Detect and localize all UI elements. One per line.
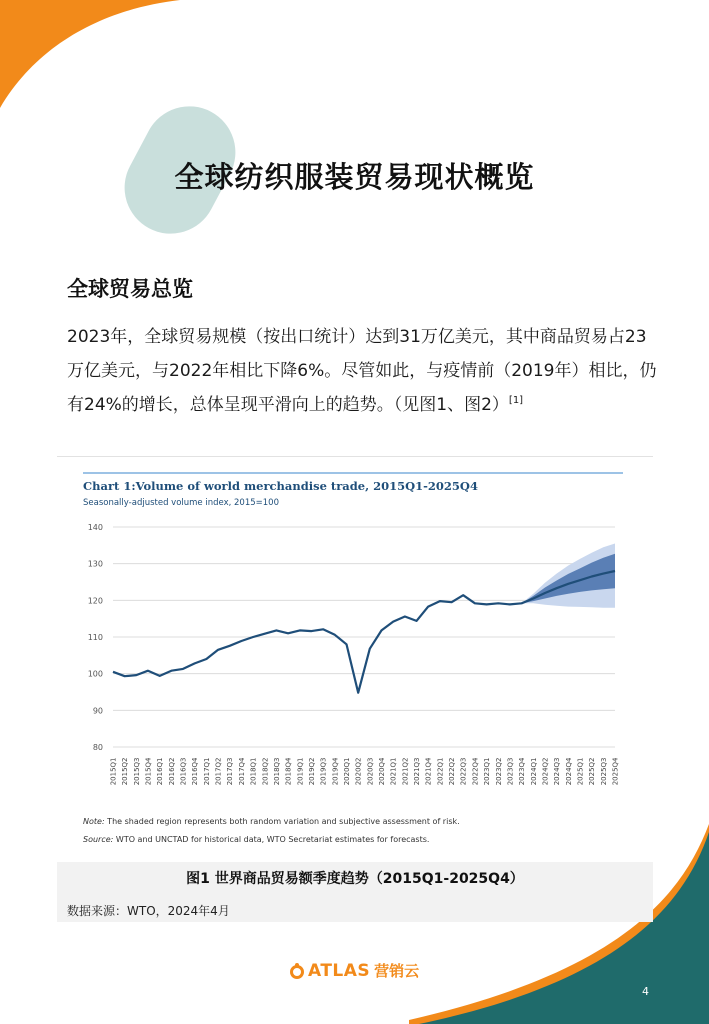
page-number: 4 xyxy=(642,985,649,998)
x-tick-label: 2023Q3 xyxy=(506,757,515,786)
x-tick-label: 2025Q3 xyxy=(599,757,608,786)
x-tick-label: 2019Q2 xyxy=(307,757,316,786)
x-tick-label: 2015Q3 xyxy=(132,757,141,786)
x-tick-label: 2021Q2 xyxy=(401,757,410,786)
x-tick-label: 2017Q4 xyxy=(237,757,246,786)
x-tick-label: 2025Q4 xyxy=(611,757,620,786)
x-tick-label: 2015Q1 xyxy=(109,757,118,786)
data-source: 数据来源：WTO，2024年4月 xyxy=(67,904,230,918)
x-tick-label: 2023Q1 xyxy=(483,757,492,786)
paragraph-text: 2023年，全球贸易规模（按出口统计）达到31万亿美元，其中商品贸易占23万亿美元，与2022年相比下降6%。尽管如此，与疫情前（2019年）相比，仍有24%的增长，总体呈现平滑向上的趋势。（见图1、图2） xyxy=(67,327,657,415)
atlas-logo xyxy=(290,960,419,981)
x-tick-label: 2024Q2 xyxy=(541,757,550,786)
x-tick-label: 2020Q4 xyxy=(378,757,387,786)
x-tick-label: 2019Q4 xyxy=(331,757,340,786)
x-tick-label: 2024Q4 xyxy=(564,757,573,786)
x-tick-label: 2018Q3 xyxy=(272,757,281,786)
x-tick-label: 2021Q3 xyxy=(413,757,422,786)
x-tick-label: 2020Q3 xyxy=(366,757,375,786)
x-tick-label: 2015Q4 xyxy=(144,757,153,786)
x-tick-label: 2025Q2 xyxy=(588,757,597,786)
x-tick-label: 2023Q4 xyxy=(518,757,527,786)
chart-title: Chart 1:Volume of world merchandise trade, 2015Q1-2025Q4 xyxy=(83,479,478,493)
chart-figure xyxy=(57,456,653,857)
x-tick-label: 2017Q2 xyxy=(214,757,223,786)
x-tick-label: 2020Q2 xyxy=(354,757,363,786)
section-title: 全球贸易总览 xyxy=(67,277,193,301)
x-tick-label: 2022Q4 xyxy=(471,757,480,786)
x-tick-label: 2019Q1 xyxy=(296,757,305,786)
page-title: 全球纺织服装贸易现状概览 xyxy=(174,160,535,194)
x-tick-label: 2021Q1 xyxy=(389,757,398,786)
x-tick-label: 2022Q3 xyxy=(459,757,468,786)
x-tick-label: 2018Q4 xyxy=(284,757,293,786)
y-tick-label: 140 xyxy=(87,523,103,532)
chart-source xyxy=(83,835,429,844)
chart-note-text: The shaded region represents both random variation and subjective assessment of risk. xyxy=(104,817,460,826)
x-tick-label: 2024Q1 xyxy=(529,757,538,786)
x-tick-label: 2024Q3 xyxy=(553,757,562,786)
line-chart xyxy=(57,512,653,812)
figure-caption: 图1 世界商品贸易额季度趋势（2015Q1-2025Q4） xyxy=(186,871,524,887)
chart-subtitle: Seasonally-adjusted volume index, 2015=100 xyxy=(83,498,279,508)
chart-header-rule xyxy=(83,472,623,474)
logo-mark-icon xyxy=(290,962,304,980)
chart-note-label: Note: xyxy=(83,817,105,826)
x-tick-label: 2017Q3 xyxy=(226,757,235,786)
x-tick-label: 2018Q2 xyxy=(261,757,270,786)
y-tick-label: 100 xyxy=(87,669,103,679)
x-tick-label: 2022Q1 xyxy=(436,757,445,786)
x-tick-label: 2016Q2 xyxy=(167,757,176,786)
figure-caption-bar xyxy=(57,862,653,922)
chart-source-label: Source: xyxy=(83,835,114,844)
x-tick-label: 2025Q1 xyxy=(576,757,585,786)
x-tick-label: 2016Q4 xyxy=(191,757,200,786)
y-tick-label: 130 xyxy=(87,559,103,569)
x-tick-label: 2016Q1 xyxy=(156,757,165,786)
x-tick-label: 2015Q2 xyxy=(121,757,130,786)
y-tick-label: 110 xyxy=(87,633,103,642)
logo-text-cn: 营销云 xyxy=(374,962,420,980)
footnote-reference[interactable]: [1] xyxy=(508,395,524,406)
x-tick-label: 2020Q1 xyxy=(342,757,351,786)
y-tick-label: 90 xyxy=(92,706,103,716)
body-paragraph xyxy=(67,320,657,422)
y-tick-label: 80 xyxy=(92,743,103,752)
x-tick-label: 2021Q4 xyxy=(424,757,433,786)
logo-text: ATLAS xyxy=(308,960,371,981)
x-tick-label: 2017Q1 xyxy=(202,757,211,786)
corner-decoration-top-left xyxy=(0,0,180,110)
chart-note xyxy=(83,817,460,826)
x-tick-label: 2016Q3 xyxy=(179,757,188,786)
x-tick-label: 2022Q2 xyxy=(448,757,457,786)
y-tick-label: 120 xyxy=(87,596,103,606)
x-tick-label: 2018Q1 xyxy=(249,757,258,786)
chart-source-text: WTO and UNCTAD for historical data, WTO Secretariat estimates for forecasts. xyxy=(113,835,430,844)
x-tick-label: 2023Q2 xyxy=(494,757,503,786)
x-tick-label: 2019Q3 xyxy=(319,757,328,786)
